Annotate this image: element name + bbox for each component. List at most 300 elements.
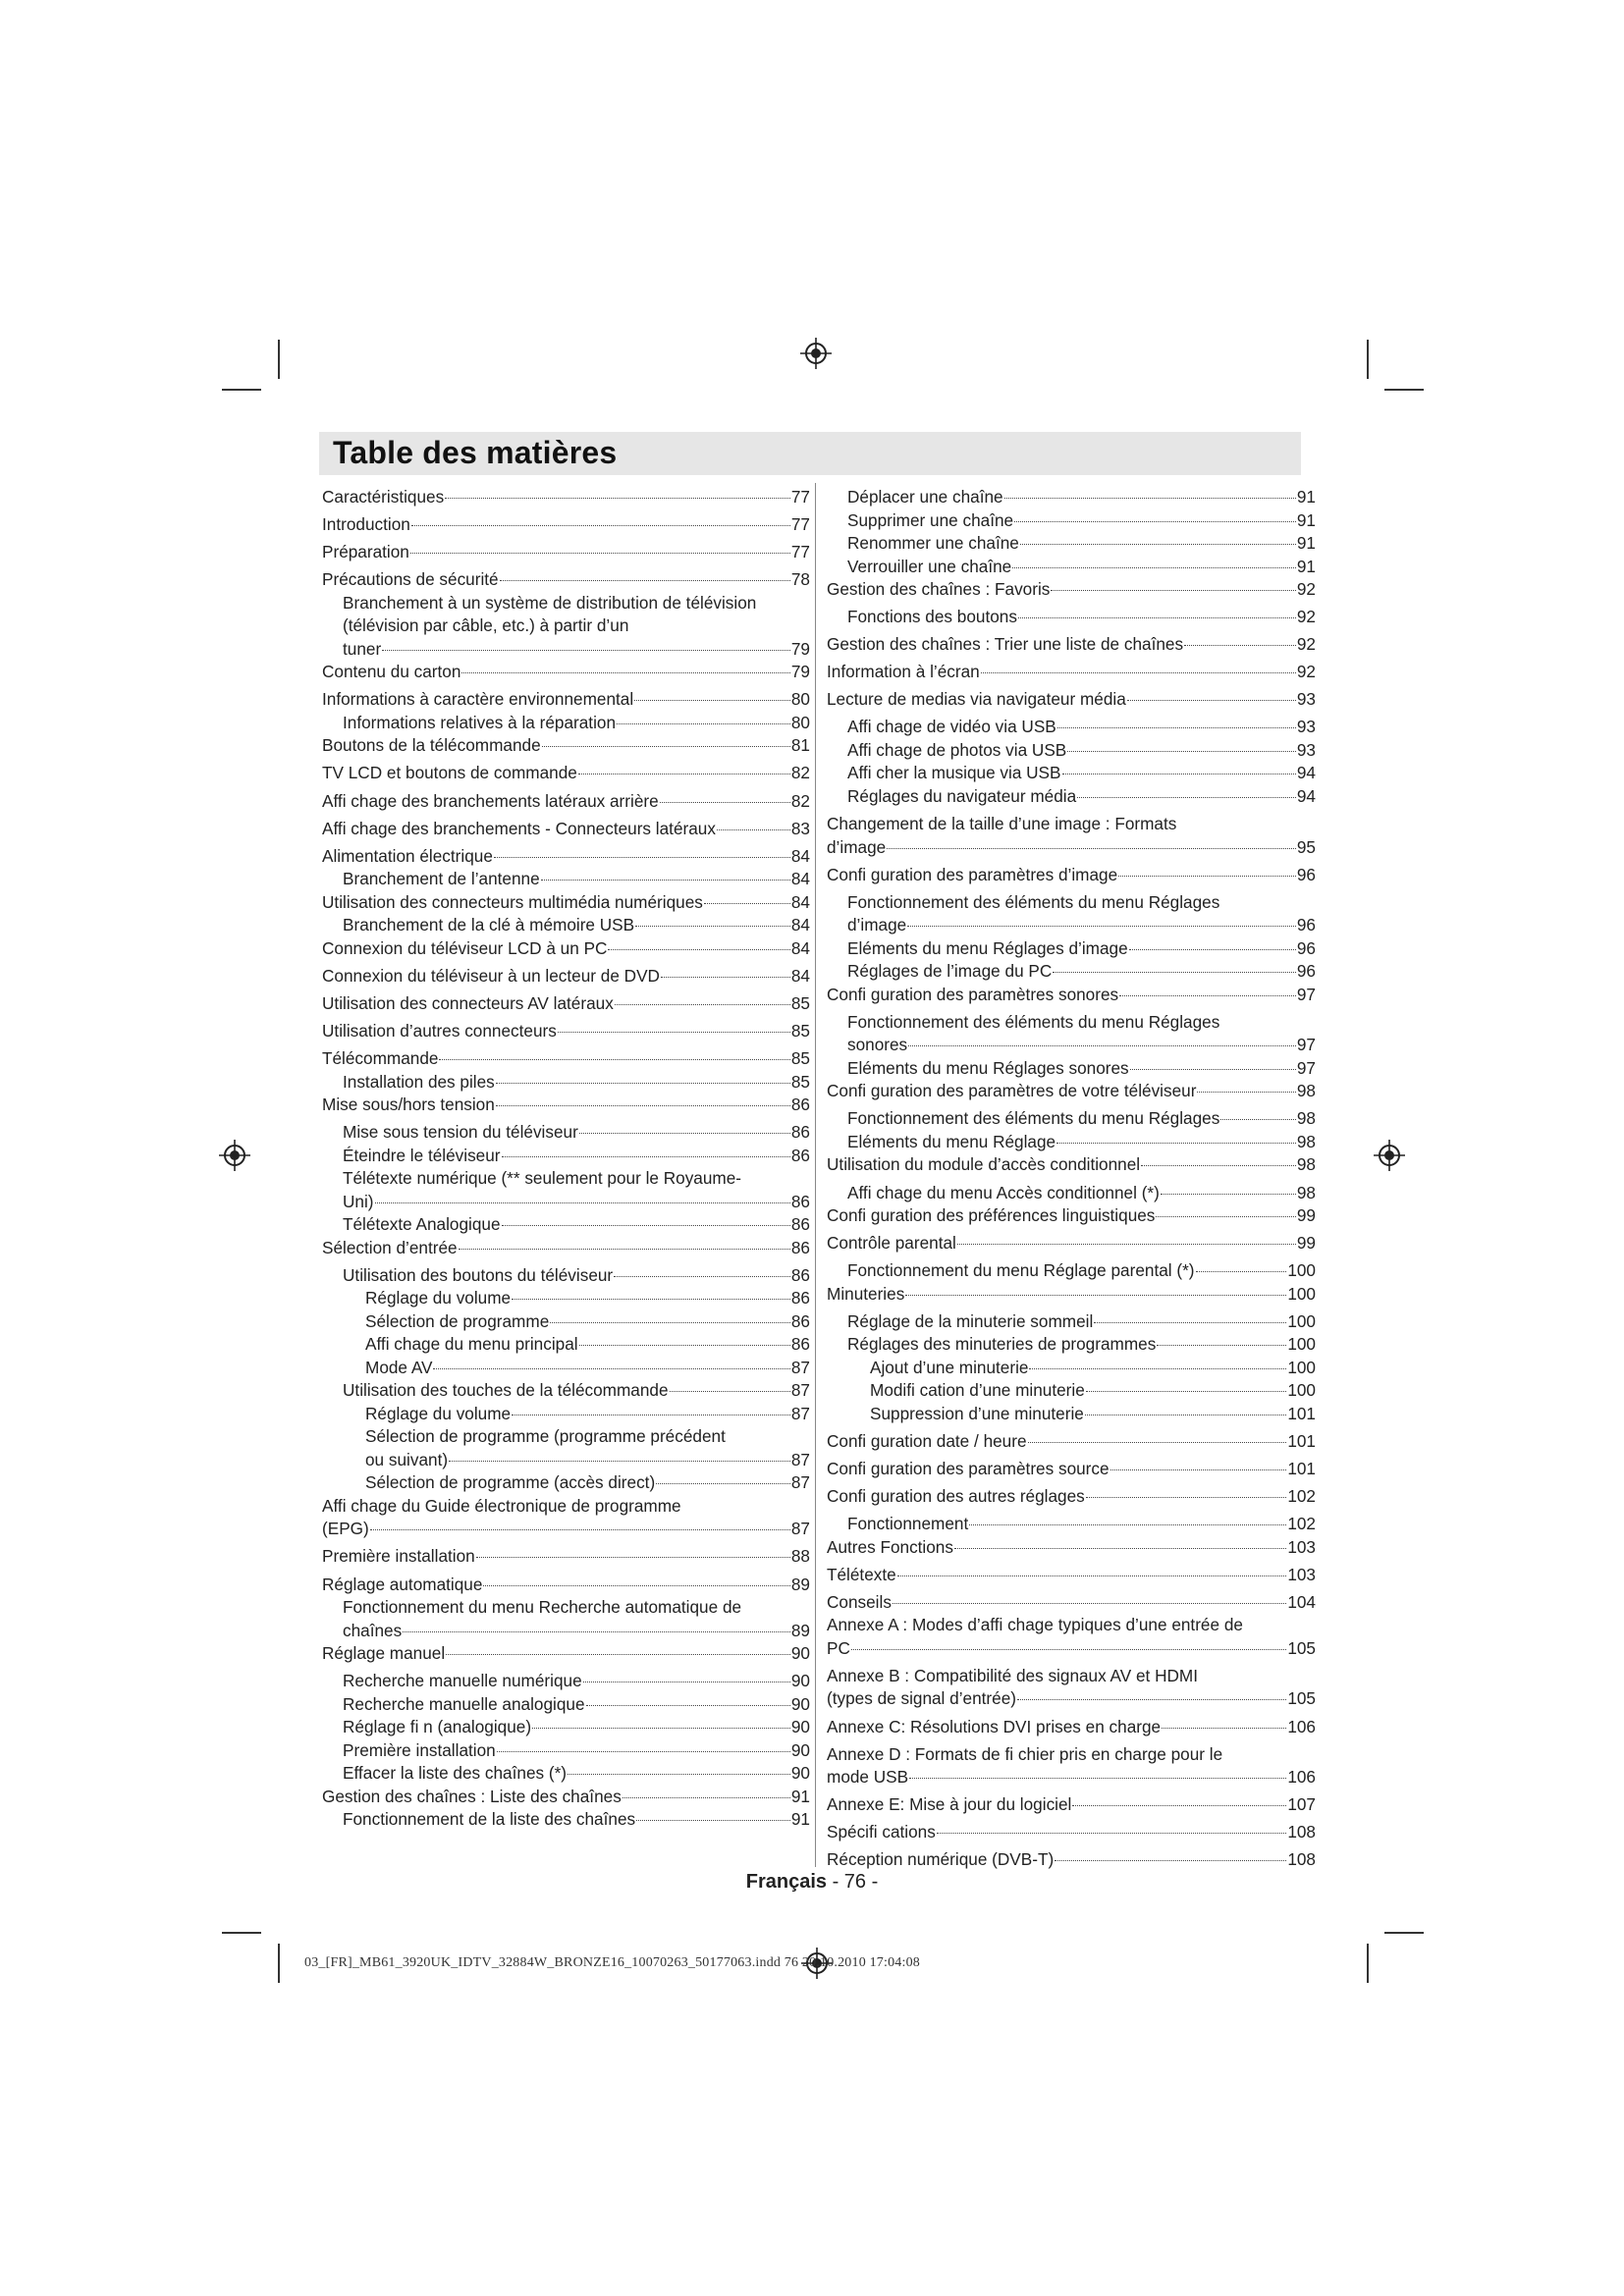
toc-entry[interactable] bbox=[827, 1153, 1316, 1177]
toc-entry[interactable] bbox=[827, 1848, 1316, 1872]
column-divider bbox=[815, 483, 816, 1867]
dot-leader bbox=[496, 1083, 790, 1084]
toc-entry[interactable] bbox=[322, 762, 810, 785]
toc-entry[interactable] bbox=[827, 1793, 1316, 1817]
dot-leader bbox=[937, 1833, 1286, 1834]
dot-leader bbox=[1017, 1699, 1286, 1700]
toc-entry-title: Fonctionnement des éléments du menu Réglages bbox=[847, 1108, 1220, 1129]
toc-entry[interactable] bbox=[827, 762, 1316, 785]
toc-entry[interactable] bbox=[827, 486, 1316, 509]
dot-leader bbox=[1086, 1497, 1287, 1498]
toc-entry-title: Gestion des chaînes : Trier une liste de chaînes bbox=[827, 634, 1184, 655]
toc-page-number: 96 bbox=[1296, 864, 1316, 884]
toc-entry[interactable] bbox=[322, 1545, 810, 1569]
dot-leader bbox=[446, 1654, 790, 1655]
toc-entry[interactable] bbox=[827, 960, 1316, 984]
toc-entry[interactable] bbox=[827, 1283, 1316, 1307]
toc-entry-title: Confi guration des autres réglages bbox=[827, 1486, 1085, 1507]
toc-entry-title: Lecture de medias via navigateur média bbox=[827, 689, 1126, 710]
toc-entry[interactable] bbox=[827, 688, 1316, 712]
toc-entry-title-continuation: Uni) bbox=[343, 1191, 374, 1211]
toc-entry-title-continuation: sonores bbox=[847, 1035, 908, 1055]
crop-mark bbox=[278, 340, 280, 379]
toc-entry-title: Fonctionnement du menu Réglage parental (*) bbox=[847, 1260, 1195, 1281]
toc-entry[interactable] bbox=[322, 1642, 810, 1666]
dot-leader bbox=[483, 1585, 789, 1586]
dot-leader bbox=[851, 1649, 1286, 1650]
toc-page-number: 100 bbox=[1287, 1380, 1316, 1401]
toc-entry-title: Préparation bbox=[322, 542, 409, 562]
toc-page-number: 85 bbox=[790, 1021, 810, 1041]
toc-entry-title: Sélection d’entrée bbox=[322, 1237, 458, 1257]
toc-entry-title: Affi cher la musique via USB bbox=[847, 763, 1061, 783]
toc-entry-title: Réglages des minuteries de programmes bbox=[847, 1334, 1157, 1355]
toc-entry-title: Utilisation des connecteurs multimédia numériques bbox=[322, 891, 703, 912]
toc-entry-title: Spécifi cations bbox=[827, 1822, 936, 1842]
toc-page-number: 90 bbox=[790, 1739, 810, 1760]
dot-leader bbox=[1162, 1728, 1286, 1729]
toc-page-number: 97 bbox=[1296, 1035, 1316, 1055]
toc-page-number: 91 bbox=[1296, 487, 1316, 507]
crop-mark bbox=[1367, 340, 1369, 379]
toc-page-number: 79 bbox=[790, 662, 810, 682]
toc-entry-title: Eléments du menu Réglages sonores bbox=[847, 1057, 1129, 1078]
dot-leader bbox=[1053, 972, 1296, 973]
toc-page-number: 92 bbox=[1296, 607, 1316, 627]
toc-entry-title: Branchement de l’antenne bbox=[343, 869, 540, 889]
toc-page-number: 100 bbox=[1287, 1310, 1316, 1331]
toc-page-number: 101 bbox=[1287, 1403, 1316, 1423]
dot-leader bbox=[908, 1045, 1296, 1046]
toc-page-number: 107 bbox=[1287, 1794, 1316, 1815]
dot-leader bbox=[1028, 1442, 1287, 1443]
toc-entry-title: Verrouiller une chaîne bbox=[847, 556, 1012, 576]
toc-page-number: 95 bbox=[1296, 836, 1316, 857]
dot-leader bbox=[957, 1244, 1296, 1245]
toc-page-number: 103 bbox=[1287, 1564, 1316, 1584]
toc-entry[interactable] bbox=[322, 1237, 810, 1260]
toc-entry[interactable] bbox=[322, 1808, 810, 1832]
dot-leader bbox=[1196, 1271, 1287, 1272]
crop-mark bbox=[222, 1932, 261, 1934]
toc-entry[interactable] bbox=[827, 813, 1316, 859]
toc-page-number: 84 bbox=[790, 965, 810, 986]
toc-entry[interactable] bbox=[322, 1094, 810, 1117]
dot-leader bbox=[403, 1631, 790, 1632]
toc-entry-title: Utilisation des boutons du téléviseur bbox=[343, 1264, 614, 1285]
toc-entry-title: Branchement à un système de distribution de télévision (télévision par câble, etc.) à partir d’un bbox=[343, 592, 757, 636]
dot-leader bbox=[410, 553, 790, 554]
dot-leader bbox=[969, 1524, 1286, 1525]
toc-entry[interactable] bbox=[322, 1495, 810, 1541]
toc-entry[interactable] bbox=[827, 785, 1316, 809]
toc-entry[interactable] bbox=[827, 1204, 1316, 1228]
toc-entry[interactable] bbox=[827, 578, 1316, 602]
toc-page-number: 77 bbox=[790, 514, 810, 535]
toc-entry[interactable] bbox=[322, 592, 810, 662]
dot-leader bbox=[512, 1299, 790, 1300]
toc-entry[interactable] bbox=[322, 1425, 810, 1471]
dot-leader bbox=[579, 1345, 790, 1346]
toc-entry[interactable] bbox=[322, 1167, 810, 1213]
toc-entry[interactable] bbox=[322, 992, 810, 1016]
toc-entry-title: Boutons de la télécommande bbox=[322, 735, 541, 756]
toc-entry-title: Gestion des chaînes : Favoris bbox=[827, 579, 1051, 599]
toc-entry[interactable] bbox=[322, 1145, 810, 1168]
toc-entry-title: Gestion des chaînes : Liste des chaînes bbox=[322, 1786, 622, 1806]
toc-entry[interactable] bbox=[827, 509, 1316, 533]
toc-entry-title: Contrôle parental bbox=[827, 1233, 956, 1254]
toc-entry[interactable] bbox=[322, 914, 810, 937]
toc-page-number: 81 bbox=[790, 735, 810, 756]
dot-leader bbox=[704, 903, 790, 904]
toc-page-number: 86 bbox=[790, 1191, 810, 1211]
toc-page-number: 91 bbox=[790, 1786, 810, 1806]
toc-page-number: 99 bbox=[1296, 1205, 1316, 1226]
toc-entry[interactable] bbox=[827, 1379, 1316, 1403]
toc-page-number: 98 bbox=[1296, 1182, 1316, 1202]
toc-entry[interactable] bbox=[322, 1121, 810, 1145]
toc-entry[interactable] bbox=[322, 937, 810, 961]
toc-entry[interactable] bbox=[322, 790, 810, 814]
dot-leader bbox=[617, 723, 790, 724]
toc-page-number: 90 bbox=[790, 1643, 810, 1663]
toc-page-number: 87 bbox=[790, 1472, 810, 1493]
toc-entry[interactable] bbox=[322, 712, 810, 735]
toc-page-number: 84 bbox=[790, 915, 810, 935]
toc-right-column bbox=[827, 486, 1316, 1872]
toc-entry[interactable] bbox=[827, 716, 1316, 739]
toc-entry[interactable] bbox=[827, 1665, 1316, 1711]
toc-page-number: 91 bbox=[1296, 533, 1316, 553]
toc-page-number: 101 bbox=[1287, 1459, 1316, 1478]
toc-entry[interactable] bbox=[827, 1333, 1316, 1357]
toc-entry-title: Fonctions des boutons bbox=[847, 607, 1017, 627]
toc-entry-title: Sélection de programme bbox=[365, 1310, 550, 1331]
toc-entry-title: Affi chage des branchements latéraux arrière bbox=[322, 790, 659, 811]
toc-entry-title: Mode AV bbox=[365, 1357, 433, 1377]
dot-leader bbox=[893, 1603, 1286, 1604]
toc-entry[interactable] bbox=[827, 1513, 1316, 1536]
dot-leader bbox=[634, 700, 790, 701]
dot-leader bbox=[1118, 876, 1296, 877]
toc-entry[interactable] bbox=[322, 1213, 810, 1237]
toc-page-number: 78 bbox=[790, 569, 810, 590]
toc-page-number: 93 bbox=[1296, 689, 1316, 710]
toc-entry-title: Confi guration date / heure bbox=[827, 1430, 1027, 1451]
toc-entry[interactable] bbox=[322, 1739, 810, 1763]
toc-entry-title: Affi chage de photos via USB bbox=[847, 739, 1067, 760]
toc-page-number: 84 bbox=[790, 869, 810, 889]
toc-page-number: 82 bbox=[790, 790, 810, 811]
dot-leader bbox=[981, 672, 1296, 673]
toc-entry-title: Modifi cation d’une minuterie bbox=[870, 1380, 1085, 1401]
toc-entry-title-continuation: mode USB bbox=[827, 1767, 909, 1788]
toc-page-number: 86 bbox=[790, 1334, 810, 1355]
toc-entry[interactable] bbox=[322, 1264, 810, 1288]
toc-page-number: 88 bbox=[790, 1546, 810, 1567]
toc-page-number: 94 bbox=[1296, 785, 1316, 806]
toc-entry[interactable] bbox=[322, 868, 810, 891]
toc-entry[interactable] bbox=[322, 1020, 810, 1043]
toc-page-number: 86 bbox=[790, 1310, 810, 1331]
toc-entry[interactable] bbox=[322, 661, 810, 684]
toc-entry-title: Informations relatives à la réparation bbox=[343, 712, 617, 732]
toc-page-number: 80 bbox=[790, 689, 810, 710]
dot-leader bbox=[459, 1249, 790, 1250]
toc-entry[interactable] bbox=[827, 1821, 1316, 1844]
toc-entry[interactable] bbox=[827, 1080, 1316, 1103]
toc-entry[interactable] bbox=[827, 984, 1316, 1007]
toc-page-number: 92 bbox=[1296, 579, 1316, 599]
dot-leader bbox=[1072, 1805, 1286, 1806]
toc-page-number: 101 bbox=[1287, 1430, 1316, 1451]
toc-entry-title: Sélection de programme (accès direct) bbox=[365, 1472, 656, 1493]
toc-page-number: 84 bbox=[790, 891, 810, 912]
toc-entry-title: Annexe D : Formats de fi chier pris en charge pour le bbox=[827, 1743, 1223, 1764]
toc-entry[interactable] bbox=[322, 1071, 810, 1095]
toc-entry[interactable] bbox=[827, 661, 1316, 684]
toc-entry[interactable] bbox=[827, 1232, 1316, 1255]
toc-entry-title: Annexe C: Résolutions DVI prises en charge bbox=[827, 1716, 1162, 1736]
toc-entry[interactable] bbox=[322, 568, 810, 592]
toc-entry[interactable] bbox=[322, 1403, 810, 1426]
toc-entry-title-continuation: (EPG) bbox=[322, 1519, 369, 1539]
registration-mark-icon bbox=[799, 337, 833, 370]
dot-leader bbox=[579, 1133, 790, 1134]
toc-page-number: 77 bbox=[790, 542, 810, 562]
dot-leader bbox=[660, 802, 790, 803]
toc-entry-title: Recherche manuelle numérique bbox=[343, 1671, 582, 1691]
toc-page-number: 86 bbox=[790, 1214, 810, 1235]
toc-entry[interactable] bbox=[322, 734, 810, 758]
toc-entry[interactable] bbox=[322, 513, 810, 537]
toc-entry-title: Sélection de programme (programme précédent bbox=[365, 1426, 726, 1447]
toc-entry-title: Installation des piles bbox=[343, 1071, 495, 1092]
dot-leader bbox=[1184, 645, 1296, 646]
dot-leader bbox=[500, 580, 790, 581]
toc-entry-title: Fonctionnement des éléments du menu Réglages bbox=[847, 1011, 1220, 1032]
footer-language: Français bbox=[745, 1871, 827, 1893]
toc-entry[interactable] bbox=[322, 1574, 810, 1597]
toc-entry[interactable] bbox=[827, 1458, 1316, 1481]
toc-page-number: 108 bbox=[1287, 1849, 1316, 1870]
toc-entry-title: Eléments du menu Réglages d’image bbox=[847, 937, 1128, 958]
toc-page-number: 98 bbox=[1296, 1131, 1316, 1151]
dot-leader bbox=[586, 1705, 790, 1706]
toc-entry[interactable] bbox=[827, 1536, 1316, 1560]
toc-entry-title: Annexe B : Compatibilité des signaux AV et HDMI bbox=[827, 1665, 1198, 1685]
dot-leader bbox=[1197, 1092, 1295, 1093]
dot-leader bbox=[461, 672, 789, 673]
dot-leader bbox=[1056, 1143, 1296, 1144]
toc-entry[interactable] bbox=[827, 556, 1316, 579]
dot-leader bbox=[1119, 995, 1296, 996]
toc-entry-title: Confi guration des paramètres d’image bbox=[827, 864, 1118, 884]
toc-entry[interactable] bbox=[827, 1564, 1316, 1587]
toc-entry-title: Réglage de la minuterie sommeil bbox=[847, 1310, 1094, 1331]
toc-page-number: 86 bbox=[790, 1237, 810, 1257]
toc-entry[interactable] bbox=[827, 1357, 1316, 1380]
toc-page-number: 86 bbox=[790, 1145, 810, 1165]
toc-page-number: 87 bbox=[790, 1519, 810, 1539]
toc-entry[interactable] bbox=[827, 1310, 1316, 1334]
toc-entry[interactable] bbox=[322, 1786, 810, 1809]
toc-entry[interactable] bbox=[322, 1047, 810, 1071]
toc-entry-title: Fonctionnement de la liste des chaînes bbox=[343, 1809, 636, 1830]
toc-page-number: 103 bbox=[1287, 1536, 1316, 1557]
toc-left-column bbox=[322, 486, 810, 1832]
toc-page-number: 87 bbox=[790, 1357, 810, 1377]
dot-leader bbox=[532, 1728, 790, 1729]
toc-page-number: 100 bbox=[1287, 1283, 1316, 1304]
toc-entry[interactable] bbox=[827, 1716, 1316, 1739]
toc-entry[interactable] bbox=[322, 1379, 810, 1403]
dot-leader bbox=[496, 1105, 790, 1106]
toc-page-number: 91 bbox=[1296, 509, 1316, 530]
toc-page-number: 100 bbox=[1287, 1357, 1316, 1377]
toc-entry-title: Utilisation des touches de la télécommande bbox=[343, 1380, 669, 1401]
toc-entry[interactable] bbox=[322, 1287, 810, 1310]
dot-leader bbox=[1094, 1322, 1286, 1323]
dot-leader bbox=[433, 1368, 789, 1369]
toc-entry-title: Autres Fonctions bbox=[827, 1536, 953, 1557]
dot-leader bbox=[623, 1797, 790, 1798]
dot-leader bbox=[568, 1774, 790, 1775]
toc-entry-title: Déplacer une chaîne bbox=[847, 487, 1003, 507]
toc-page-number: 100 bbox=[1287, 1334, 1316, 1355]
dot-leader bbox=[382, 650, 790, 651]
toc-entry[interactable] bbox=[827, 1591, 1316, 1615]
toc-entry[interactable] bbox=[827, 532, 1316, 556]
toc-entry[interactable] bbox=[322, 1310, 810, 1334]
dot-leader bbox=[905, 1295, 1286, 1296]
toc-entry[interactable] bbox=[322, 1471, 810, 1495]
toc-page-number: 85 bbox=[790, 1071, 810, 1092]
toc-page-number: 104 bbox=[1287, 1591, 1316, 1612]
toc-entry[interactable] bbox=[322, 1596, 810, 1642]
toc-page-number: 79 bbox=[790, 638, 810, 659]
toc-entry[interactable] bbox=[322, 965, 810, 988]
toc-entry-title: Réglage fi n (analogique) bbox=[343, 1717, 532, 1737]
dot-leader bbox=[1051, 590, 1296, 591]
toc-entry[interactable] bbox=[827, 1259, 1316, 1283]
toc-entry-title: Recherche manuelle analogique bbox=[343, 1693, 585, 1714]
toc-entry[interactable] bbox=[322, 486, 810, 509]
toc-entry-title: Changement de la taille d’une image : Formats bbox=[827, 814, 1177, 834]
toc-entry-title: TV LCD et boutons de commande bbox=[322, 763, 577, 783]
dot-leader bbox=[1014, 521, 1296, 522]
toc-entry[interactable] bbox=[827, 1430, 1316, 1454]
toc-page-number: 98 bbox=[1296, 1154, 1316, 1175]
toc-entry[interactable] bbox=[322, 818, 810, 841]
toc-entry[interactable] bbox=[827, 1057, 1316, 1081]
dot-leader bbox=[907, 926, 1296, 927]
toc-entry[interactable] bbox=[322, 1333, 810, 1357]
toc-entry-title: Connexion du téléviseur LCD à un PC bbox=[322, 937, 608, 958]
toc-entry-title-continuation: (types de signal d’entrée) bbox=[827, 1688, 1016, 1709]
toc-page-number: 80 bbox=[790, 712, 810, 732]
toc-entry-title: Annexe E: Mise à jour du logiciel bbox=[827, 1794, 1072, 1815]
dot-leader bbox=[370, 1529, 790, 1530]
toc-page-number: 86 bbox=[790, 1288, 810, 1308]
toc-entry[interactable] bbox=[827, 1403, 1316, 1426]
toc-page-number: 85 bbox=[790, 992, 810, 1013]
toc-entry[interactable] bbox=[322, 1357, 810, 1380]
dot-leader bbox=[375, 1202, 790, 1203]
dot-leader bbox=[1130, 1069, 1296, 1070]
toc-entry-title: Télétexte Analogique bbox=[343, 1214, 501, 1235]
toc-page-number: 94 bbox=[1296, 763, 1316, 783]
toc-entry[interactable] bbox=[827, 1107, 1316, 1131]
footer-page-number: - 76 - bbox=[832, 1871, 879, 1893]
toc-entry-title-continuation: tuner bbox=[343, 638, 382, 659]
toc-entry[interactable] bbox=[827, 633, 1316, 657]
toc-page-number: 96 bbox=[1296, 915, 1316, 935]
toc-page-number: 86 bbox=[790, 1095, 810, 1115]
toc-page-number: 106 bbox=[1287, 1767, 1316, 1788]
toc-page-number: 96 bbox=[1296, 961, 1316, 982]
toc-entry[interactable] bbox=[322, 1693, 810, 1717]
toc-entry-title: Introduction bbox=[322, 514, 410, 535]
toc-entry[interactable] bbox=[827, 1614, 1316, 1660]
dot-leader bbox=[1086, 1391, 1287, 1392]
toc-entry-title: Réglage manuel bbox=[322, 1643, 446, 1663]
toc-entry[interactable] bbox=[827, 1485, 1316, 1509]
toc-entry[interactable] bbox=[322, 891, 810, 915]
dot-leader bbox=[1077, 797, 1296, 798]
toc-entry-title: Confi guration des préférences linguistiques bbox=[827, 1205, 1156, 1226]
toc-page-number: 84 bbox=[790, 937, 810, 958]
toc-entry[interactable] bbox=[322, 1716, 810, 1739]
dot-leader bbox=[636, 1820, 790, 1821]
toc-entry[interactable] bbox=[322, 1762, 810, 1786]
toc-page-number: 108 bbox=[1287, 1822, 1316, 1842]
toc-entry[interactable] bbox=[827, 1131, 1316, 1154]
toc-entry[interactable] bbox=[827, 739, 1316, 763]
dot-leader bbox=[541, 880, 790, 881]
dot-leader bbox=[497, 1751, 790, 1752]
toc-entry[interactable] bbox=[322, 541, 810, 564]
toc-entry[interactable] bbox=[827, 606, 1316, 629]
toc-entry[interactable] bbox=[322, 1670, 810, 1693]
toc-entry[interactable] bbox=[322, 845, 810, 869]
toc-entry-title: Minuteries bbox=[827, 1283, 905, 1304]
toc-entry-title: Affi chage des branchements - Connecteurs latéraux bbox=[322, 818, 716, 838]
dot-leader bbox=[717, 829, 790, 830]
toc-page-number: 106 bbox=[1287, 1716, 1316, 1736]
toc-entry[interactable] bbox=[827, 891, 1316, 937]
toc-entry[interactable] bbox=[322, 688, 810, 712]
toc-entry[interactable] bbox=[827, 937, 1316, 961]
dot-leader bbox=[615, 1004, 790, 1005]
dot-leader bbox=[1129, 949, 1296, 950]
toc-entry[interactable] bbox=[827, 1011, 1316, 1057]
toc-page-number: 85 bbox=[790, 1048, 810, 1069]
toc-entry-title: Réglage du volume bbox=[365, 1403, 512, 1423]
dot-leader bbox=[954, 1548, 1286, 1549]
page-title: Table des matières bbox=[333, 435, 618, 470]
toc-entry[interactable] bbox=[827, 1182, 1316, 1205]
toc-entry-title: Réglage automatique bbox=[322, 1574, 483, 1594]
toc-entry[interactable] bbox=[827, 864, 1316, 887]
toc-entry-title: Première installation bbox=[322, 1546, 475, 1567]
dot-leader bbox=[897, 1575, 1287, 1576]
dot-leader bbox=[476, 1557, 790, 1558]
toc-entry-title: Confi guration des paramètres sonores bbox=[827, 984, 1119, 1004]
toc-entry-title: Première installation bbox=[343, 1739, 496, 1760]
toc-entry[interactable] bbox=[827, 1743, 1316, 1789]
